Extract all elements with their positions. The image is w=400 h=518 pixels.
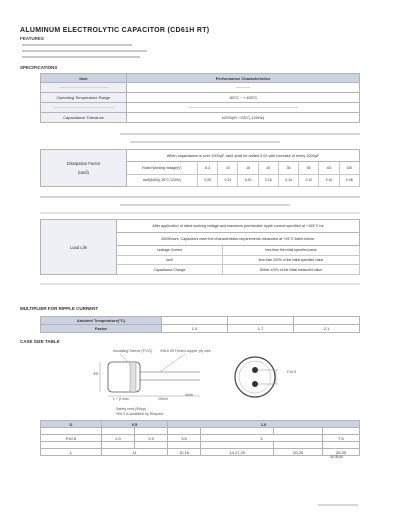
load-life-value: less than the initial specified value bbox=[223, 245, 360, 255]
l-cell: 25,30 bbox=[323, 449, 360, 456]
size-blank-cell bbox=[102, 428, 135, 435]
tan-cell: 0.20 bbox=[238, 174, 258, 186]
stability-line-2 bbox=[120, 204, 290, 206]
dissipation-table bbox=[40, 149, 360, 187]
size-blank-cell bbox=[135, 442, 168, 449]
load-life-text-1: After application of rated working voltage and maximum permissible ripple current specified at +105°C for bbox=[117, 220, 360, 233]
load-life-label: Load Life bbox=[41, 220, 117, 275]
stability-line-3 bbox=[40, 212, 360, 214]
spec-blank-label-2 bbox=[41, 103, 127, 113]
spec-value-cap-tolerance: ±20%(M ,+25°C,120Hz) bbox=[127, 113, 360, 123]
case-size-table bbox=[40, 420, 360, 456]
voltage-cell: 100 bbox=[339, 162, 359, 174]
leakage-note-line bbox=[120, 133, 360, 135]
capacitor-drawing bbox=[90, 352, 230, 402]
feature-line-2 bbox=[22, 50, 147, 52]
l-cell: 11 bbox=[102, 449, 168, 456]
request-note: *Φ6.3 is available by Request bbox=[116, 412, 164, 416]
leakage-note-line-2 bbox=[130, 141, 280, 143]
tan-cell: 0.16 bbox=[258, 174, 278, 186]
size-blank-cell bbox=[102, 442, 135, 449]
size-blank-cell bbox=[201, 428, 274, 435]
size-blank-cell bbox=[41, 442, 102, 449]
voltage-cell: 35 bbox=[278, 162, 298, 174]
capacitor-top-view bbox=[230, 352, 310, 402]
spec-item-cap-tolerance: Capacitance Tolerance bbox=[41, 113, 127, 123]
voltage-cell: 50 bbox=[299, 162, 319, 174]
size-blank-cell bbox=[274, 442, 323, 449]
l-cell: 14,17,20 bbox=[201, 449, 274, 456]
safety-vent-note: Safety vent (Φ6up) bbox=[116, 407, 147, 411]
size-blank-cell bbox=[41, 428, 102, 435]
size-blank-cell bbox=[168, 428, 201, 435]
factor-cell: 1.0 bbox=[162, 325, 228, 333]
dim-4-label: 4min bbox=[185, 393, 193, 397]
size-blank-cell bbox=[323, 442, 360, 449]
case-size-heading: CASE SIZE TABLE bbox=[20, 339, 60, 344]
temp-cell bbox=[294, 317, 360, 325]
dissipation-note: When capacitance is over 1000µF, tanδ shall be added 0.02 with increase of every 1000µF bbox=[127, 150, 360, 162]
spec-blank-label bbox=[41, 83, 127, 93]
tan-cell: 0.12 bbox=[299, 174, 319, 186]
voltage-cell: 10 bbox=[218, 162, 238, 174]
features-heading: FEATURES bbox=[20, 36, 44, 41]
factor-cell: 1.7 bbox=[228, 325, 294, 333]
load-life-table bbox=[40, 219, 360, 275]
load-life-value: Within ±20% of the initial measured value bbox=[223, 265, 360, 275]
factor-label: Factor bbox=[41, 325, 162, 333]
temp-cell bbox=[162, 317, 228, 325]
tan-cell: 0.10 bbox=[319, 174, 339, 186]
spec-blank-value-2 bbox=[127, 103, 360, 113]
l-cell-extra: 30,35,40 bbox=[330, 455, 344, 459]
f-cell: 2.0 bbox=[102, 435, 135, 442]
f-cell: 7.5 bbox=[323, 435, 360, 442]
size-blank-cell bbox=[274, 428, 323, 435]
voltage-cell: 16 bbox=[238, 162, 258, 174]
voltage-cell: 6.3 bbox=[198, 162, 218, 174]
feature-line-3 bbox=[22, 56, 140, 58]
insulating-sleeve-label: Insulating Sleeve (P.V.C) bbox=[113, 349, 153, 353]
dim-f-label: F±0.5 bbox=[287, 370, 297, 374]
size-blank-cell bbox=[323, 428, 360, 435]
l-cell: 20,25 bbox=[274, 449, 323, 456]
footer-line bbox=[318, 504, 358, 506]
tan-cell: 0.24 bbox=[218, 174, 238, 186]
ambient-temp-label: Ambient Temperature(°C) bbox=[41, 317, 162, 325]
dim-15-label: 15min bbox=[158, 397, 168, 401]
load-life-value: less than 200% of the initial specified value bbox=[223, 255, 360, 265]
stability-line bbox=[40, 196, 360, 198]
tan-cell: 0.14 bbox=[278, 174, 298, 186]
voltage-cell: 63 bbox=[319, 162, 339, 174]
note-line bbox=[40, 283, 360, 285]
f-cell: 5 bbox=[201, 435, 323, 442]
factor-cell: 2.1 bbox=[294, 325, 360, 333]
load-life-key: Leakage Current bbox=[117, 245, 223, 255]
f-cell: 2.5 bbox=[135, 435, 168, 442]
dissipation-title: Dissipation Factor bbox=[66, 161, 101, 166]
spec-item-operating-temp: Operating Temperature Range bbox=[41, 93, 127, 103]
specifications-heading: SPECIFICATIONS bbox=[20, 65, 58, 70]
multiplier-heading: MULTIPLIER FOR RIPPLE CURRENT bbox=[20, 306, 99, 311]
size-head-a: 0.5 bbox=[102, 421, 168, 428]
size-blank-cell bbox=[135, 428, 168, 435]
tan-cell: 0.08 bbox=[339, 174, 359, 186]
voltage-cell: 25 bbox=[258, 162, 278, 174]
temp-cell bbox=[228, 317, 294, 325]
multiplier-table bbox=[40, 316, 360, 333]
dim-l-label: L + β max bbox=[113, 397, 129, 401]
dissipation-sublabel: (tanδ) bbox=[78, 170, 89, 175]
spec-col-item: Item bbox=[41, 74, 127, 83]
spec-table bbox=[40, 73, 360, 123]
dim-d-label: ΦD bbox=[93, 372, 99, 376]
feature-line-1 bbox=[22, 44, 132, 46]
tan-row-label: tanδ(MAX)(-25°C,120Hz) bbox=[127, 174, 198, 186]
size-row-l-label: L bbox=[41, 449, 102, 456]
size-blank-cell bbox=[168, 442, 201, 449]
spec-col-performance: Performance Characteristics bbox=[127, 74, 360, 83]
wire-label: Φd±0.05 Tinned copper ply wire bbox=[160, 349, 211, 353]
spec-blank-value bbox=[127, 83, 360, 93]
f-cell: 3.5 bbox=[168, 435, 201, 442]
spec-value-operating-temp: -55°C ~ +105°C bbox=[127, 93, 360, 103]
load-life-text-2: 2000hours, Capacitors meet the characteristics requirements measured at +25°C listed below: bbox=[117, 232, 360, 245]
size-col-d: D bbox=[41, 421, 102, 428]
load-life-key: tanδ bbox=[117, 255, 223, 265]
dissipation-label bbox=[41, 150, 127, 187]
tan-cell: 0.28 bbox=[198, 174, 218, 186]
document-title: ALUMINUM ELECTROLYTIC CAPACITOR (CD61H RT) bbox=[20, 27, 210, 34]
size-head-b: 1.0 bbox=[168, 421, 360, 428]
voltage-row-label: Rated Working Voltage(V) bbox=[127, 162, 198, 174]
size-row-f-label: F±0.5 bbox=[41, 435, 102, 442]
load-life-key: Capacitance Change bbox=[117, 265, 223, 275]
size-blank-cell bbox=[201, 442, 274, 449]
l-cell: 12,16 bbox=[168, 449, 201, 456]
